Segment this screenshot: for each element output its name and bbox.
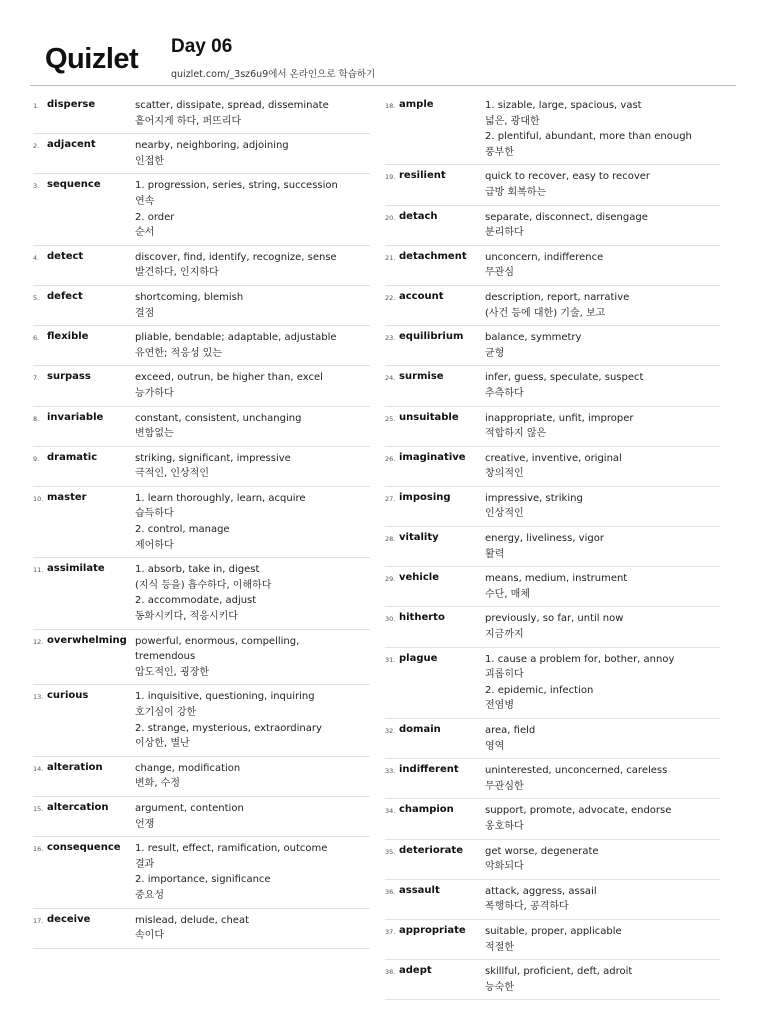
page-title: Day 06: [171, 36, 233, 57]
definition-line: 균형: [485, 347, 505, 359]
term-word: surpass: [47, 371, 91, 383]
term-word: vehicle: [399, 572, 439, 584]
term-number: 30.: [385, 615, 396, 624]
term-entry: [33, 757, 370, 797]
definition-line: 발견하다, 인지하다: [135, 267, 219, 279]
page-subtitle: quizlet.com/_3sz6u9에서 온라인으로 학습하기: [171, 69, 376, 80]
definition-line: 흩어지게 하다, 퍼뜨리다: [135, 115, 242, 127]
term-entry: [385, 286, 720, 326]
definition-line: 2. order: [135, 211, 175, 223]
definition-line: tremendous: [135, 651, 196, 663]
definition-line: means, medium, instrument: [485, 573, 628, 585]
definition-line: exceed, outrun, be higher than, excel: [135, 372, 323, 384]
definition-line: 압도적인, 굉장한: [135, 666, 209, 678]
term-number: 21.: [385, 253, 396, 262]
term-word: champion: [399, 804, 454, 816]
term-entry: [33, 447, 370, 487]
definition-line: 인접한: [135, 155, 164, 167]
definition-line: striking, significant, impressive: [135, 452, 291, 464]
term-definition: [135, 290, 370, 321]
term-definition: [485, 411, 720, 442]
definition-line: description, report, narrative: [485, 291, 630, 303]
term-entry: [385, 246, 720, 286]
term-definition: [135, 841, 370, 903]
term-entry: [385, 759, 720, 799]
term-word: adjacent: [47, 139, 96, 151]
definition-line: 1. inquisitive, questioning, inquiring: [135, 691, 315, 703]
term-definition: [485, 330, 720, 361]
term-definition: [485, 370, 720, 401]
term-number: 5.: [33, 293, 40, 302]
definition-line: shortcoming, blemish: [135, 291, 244, 303]
definition-line: pliable, bendable; adaptable, adjustable: [135, 332, 337, 344]
term-word: detach: [399, 210, 438, 222]
term-number: 17.: [33, 916, 44, 925]
term-number: 27.: [385, 494, 396, 503]
term-entry: [33, 630, 370, 686]
term-definition: [485, 491, 720, 522]
term-definition: [135, 491, 370, 553]
term-entry: [385, 799, 720, 839]
term-definition: [135, 98, 370, 129]
term-entry: [33, 174, 370, 245]
term-number: 37.: [385, 927, 396, 936]
term-entry: [385, 840, 720, 880]
term-number: 4.: [33, 253, 40, 262]
definition-line: 1. learn thoroughly, learn, acquire: [135, 492, 306, 504]
term-word: appropriate: [399, 924, 466, 936]
term-word: assault: [399, 884, 440, 896]
definition-line: 속이다: [135, 930, 164, 942]
term-entry: [385, 407, 720, 447]
term-word: resilient: [399, 170, 446, 182]
term-entry: [385, 567, 720, 607]
term-number: 26.: [385, 454, 396, 463]
definition-line: 폭행하다, 공격하다: [485, 901, 569, 913]
definition-line: 적절한: [485, 941, 514, 953]
definition-line: 변화, 수정: [135, 778, 180, 790]
definition-line: 호기심이 강한: [135, 707, 197, 718]
definition-line: unconcern, indifference: [485, 251, 604, 263]
definition-line: 연속: [135, 195, 155, 207]
definition-line: 결점: [135, 307, 155, 319]
term-word: indifferent: [399, 764, 459, 776]
term-definition: [135, 451, 370, 482]
term-word: master: [47, 491, 87, 503]
definition-line: 1. absorb, take in, digest: [135, 564, 260, 576]
quizlet-logo: Quizlet: [45, 43, 139, 75]
term-entry: [385, 447, 720, 487]
term-word: invariable: [47, 411, 104, 423]
term-number: 24.: [385, 374, 396, 383]
definition-line: 1. sizable, large, spacious, vast: [485, 100, 642, 111]
definition-line: 극적인, 인상적인: [135, 468, 209, 480]
definition-line: 활력: [485, 548, 505, 560]
definition-line: creative, inventive, original: [485, 452, 622, 464]
term-word: disperse: [47, 99, 96, 110]
term-definition: [485, 723, 720, 754]
definition-line: 유연한; 적응성 있는: [135, 347, 223, 359]
term-word: sequence: [47, 179, 101, 191]
term-entry: [33, 246, 370, 286]
term-word: surmise: [399, 371, 444, 383]
term-number: 19.: [385, 173, 396, 182]
term-entry: [385, 94, 720, 165]
term-number: 9.: [33, 454, 40, 463]
term-word: detachment: [399, 250, 467, 262]
definition-line: nearby, neighboring, adjoining: [135, 140, 289, 152]
term-entry: [33, 134, 370, 174]
term-number: 18.: [385, 102, 396, 110]
term-definition: [485, 451, 720, 482]
term-entry: [33, 909, 370, 949]
term-definition: [135, 761, 370, 792]
term-number: 7.: [33, 374, 40, 383]
term-definition: [485, 652, 720, 714]
definition-line: impressive, striking: [485, 492, 583, 504]
definition-line: 영역: [485, 740, 505, 752]
definition-line: discover, find, identify, recognize, sense: [135, 251, 337, 263]
term-entry: [33, 407, 370, 447]
definition-line: 1. progression, series, string, succession: [135, 180, 338, 192]
term-number: 33.: [385, 767, 396, 776]
definition-line: suitable, proper, applicable: [485, 925, 622, 937]
term-definition: [135, 801, 370, 832]
term-definition: [485, 531, 720, 562]
definition-line: 인상적인: [485, 508, 524, 520]
term-word: account: [399, 290, 444, 302]
term-definition: [485, 290, 720, 321]
term-definition: [135, 689, 370, 751]
definition-line: 능가하다: [135, 387, 174, 399]
definition-line: 괴롭히다: [485, 669, 524, 681]
term-word: hitherto: [399, 612, 445, 624]
definition-line: skillful, proficient, deft, adroit: [485, 966, 633, 978]
term-word: alteration: [47, 761, 103, 773]
definition-line: 무관심한: [485, 780, 524, 792]
term-word: unsuitable: [399, 411, 459, 423]
definition-line: 1. cause a problem for, bother, annoy: [485, 653, 675, 665]
definition-line: 전염병: [485, 700, 514, 712]
term-definition: [485, 763, 720, 794]
term-word: imaginative: [399, 451, 466, 463]
definition-line: 2. strange, mysterious, extraordinary: [135, 722, 322, 734]
definition-line: 무관심: [485, 267, 514, 279]
term-entry: [33, 366, 370, 406]
term-number: 29.: [385, 575, 396, 584]
term-definition: [485, 803, 720, 834]
term-definition: [135, 634, 370, 681]
term-word: consequence: [47, 842, 121, 854]
term-number: 23.: [385, 334, 396, 343]
definition-line: 지금까지: [485, 629, 524, 641]
term-number: 20.: [385, 213, 396, 222]
definition-line: 2. importance, significance: [135, 874, 271, 886]
definition-line: 동화시키다, 적응시키다: [135, 611, 238, 623]
term-definition: [485, 884, 720, 915]
term-word: equilibrium: [399, 331, 464, 343]
definition-line: 습득하다: [135, 508, 174, 520]
term-entry: [33, 685, 370, 756]
term-definition: [135, 370, 370, 401]
term-definition: [485, 169, 720, 200]
definition-line: 급방 회복하는: [485, 186, 547, 198]
term-definition: [135, 178, 370, 240]
term-entry: [385, 607, 720, 647]
term-word: dramatic: [47, 451, 98, 463]
definition-line: 수단, 매체: [485, 588, 530, 600]
term-number: 16.: [33, 845, 44, 854]
term-word: flexible: [47, 331, 89, 343]
definition-line: (지식 등을) 흡수하다, 이해하다: [135, 579, 272, 591]
term-definition: [485, 844, 720, 875]
term-entry: [385, 366, 720, 406]
term-entry: [33, 286, 370, 326]
term-word: overwhelming: [47, 634, 127, 646]
definition-line: 중요성: [135, 889, 164, 901]
term-number: 11.: [33, 566, 44, 575]
term-number: 15.: [33, 804, 44, 813]
definition-line: inappropriate, unfit, improper: [485, 412, 634, 424]
term-definition: [485, 924, 720, 955]
term-definition: [135, 330, 370, 361]
term-number: 8.: [33, 414, 40, 423]
term-entry: [385, 527, 720, 567]
term-word: altercation: [47, 801, 109, 813]
term-entry: [385, 880, 720, 920]
term-number: 6.: [33, 334, 40, 343]
left-term-column: [33, 94, 370, 949]
term-number: 14.: [33, 764, 44, 773]
term-number: 1.: [33, 102, 40, 110]
term-word: defect: [47, 290, 83, 302]
definition-line: 창의적인: [485, 468, 524, 480]
term-number: 12.: [33, 637, 44, 646]
term-word: deceive: [47, 913, 91, 925]
definition-line: quick to recover, easy to recover: [485, 171, 650, 183]
term-entry: [33, 797, 370, 837]
term-word: domain: [399, 724, 441, 735]
term-number: 36.: [385, 887, 396, 896]
term-number: 3.: [33, 182, 40, 191]
definition-line: 2. accommodate, adjust: [135, 595, 257, 607]
definition-line: constant, consistent, unchanging: [135, 412, 302, 424]
term-number: 35.: [385, 847, 396, 856]
term-definition: [485, 964, 720, 995]
term-entry: [33, 837, 370, 908]
definition-line: scatter, dissipate, spread, disseminate: [135, 100, 329, 111]
term-word: plague: [399, 652, 438, 664]
term-word: adept: [399, 965, 432, 977]
definition-line: 1. result, effect, ramification, outcome: [135, 843, 328, 855]
definition-line: 적합하지 않은: [485, 428, 547, 440]
term-entry: [33, 94, 370, 134]
term-entry: [385, 206, 720, 246]
definition-line: 넓은, 광대한: [485, 115, 540, 127]
definition-line: 이상한, 별난: [135, 738, 190, 750]
definition-line: attack, aggress, assail: [485, 885, 597, 897]
term-entry: [385, 648, 720, 719]
definition-line: area, field: [485, 725, 536, 736]
definition-line: 풍부한: [485, 146, 514, 158]
term-number: 31.: [385, 655, 396, 664]
page-header: [45, 36, 735, 86]
definition-line: change, modification: [135, 762, 241, 774]
term-definition: [135, 250, 370, 281]
term-entry: [385, 719, 720, 759]
definition-line: separate, disconnect, disengage: [485, 211, 648, 223]
term-word: deteriorate: [399, 844, 463, 856]
definition-line: previously, so far, until now: [485, 613, 624, 625]
term-entry: [385, 960, 720, 1000]
term-entry: [385, 165, 720, 205]
term-definition: [135, 913, 370, 944]
definition-line: 능숙한: [485, 981, 514, 993]
term-word: detect: [47, 250, 84, 262]
definition-line: 분리하다: [485, 227, 524, 239]
term-entry: [33, 558, 370, 629]
definition-line: 결과: [135, 858, 155, 870]
term-definition: [135, 411, 370, 442]
definition-line: (사건 등에 대한) 기술, 보고: [485, 307, 606, 319]
definition-line: infer, guess, speculate, suspect: [485, 372, 644, 384]
term-word: vitality: [399, 532, 439, 544]
definition-line: 제어하다: [135, 539, 174, 551]
term-word: assimilate: [47, 563, 105, 575]
term-number: 32.: [385, 727, 396, 735]
term-definition: [485, 571, 720, 602]
term-definition: [135, 562, 370, 624]
term-word: curious: [47, 690, 89, 702]
term-entry: [33, 487, 370, 558]
definition-line: 변함없는: [135, 428, 174, 440]
term-number: 34.: [385, 807, 396, 816]
definition-line: get worse, degenerate: [485, 845, 599, 857]
term-definition: [485, 98, 720, 160]
term-number: 13.: [33, 693, 44, 702]
definition-line: 2. control, manage: [135, 524, 230, 536]
definition-line: balance, symmetry: [485, 332, 582, 344]
term-word: imposing: [399, 491, 451, 503]
definition-line: powerful, enormous, compelling,: [135, 635, 300, 647]
term-definition: [485, 611, 720, 642]
term-entry: [385, 920, 720, 960]
term-entry: [385, 487, 720, 527]
term-entry: [385, 326, 720, 366]
definition-line: 2. epidemic, infection: [485, 684, 594, 696]
header-divider: [30, 85, 736, 86]
definition-line: 추측하다: [485, 387, 524, 399]
definition-line: 언쟁: [135, 818, 155, 830]
right-term-column: [385, 94, 720, 1000]
term-number: 2.: [33, 142, 40, 151]
term-number: 38.: [385, 968, 396, 977]
definition-line: energy, liveliness, vigor: [485, 533, 604, 545]
definition-line: mislead, delude, cheat: [135, 914, 250, 926]
definition-line: uninterested, unconcerned, careless: [485, 765, 668, 777]
term-entry: [33, 326, 370, 366]
term-definition: [485, 210, 720, 241]
term-number: 28.: [385, 535, 396, 544]
definition-line: argument, contention: [135, 802, 244, 814]
term-word: ample: [399, 99, 434, 110]
term-number: 22.: [385, 293, 396, 302]
term-number: 10.: [33, 494, 44, 503]
term-definition: [135, 138, 370, 169]
definition-line: 2. plentiful, abundant, more than enough: [485, 131, 692, 143]
definition-line: support, promote, advocate, endorse: [485, 805, 672, 817]
definition-line: 순서: [135, 227, 155, 239]
term-number: 25.: [385, 414, 396, 423]
definition-line: 옹호하다: [485, 820, 524, 832]
definition-line: 악화되다: [485, 861, 524, 873]
term-definition: [485, 250, 720, 281]
